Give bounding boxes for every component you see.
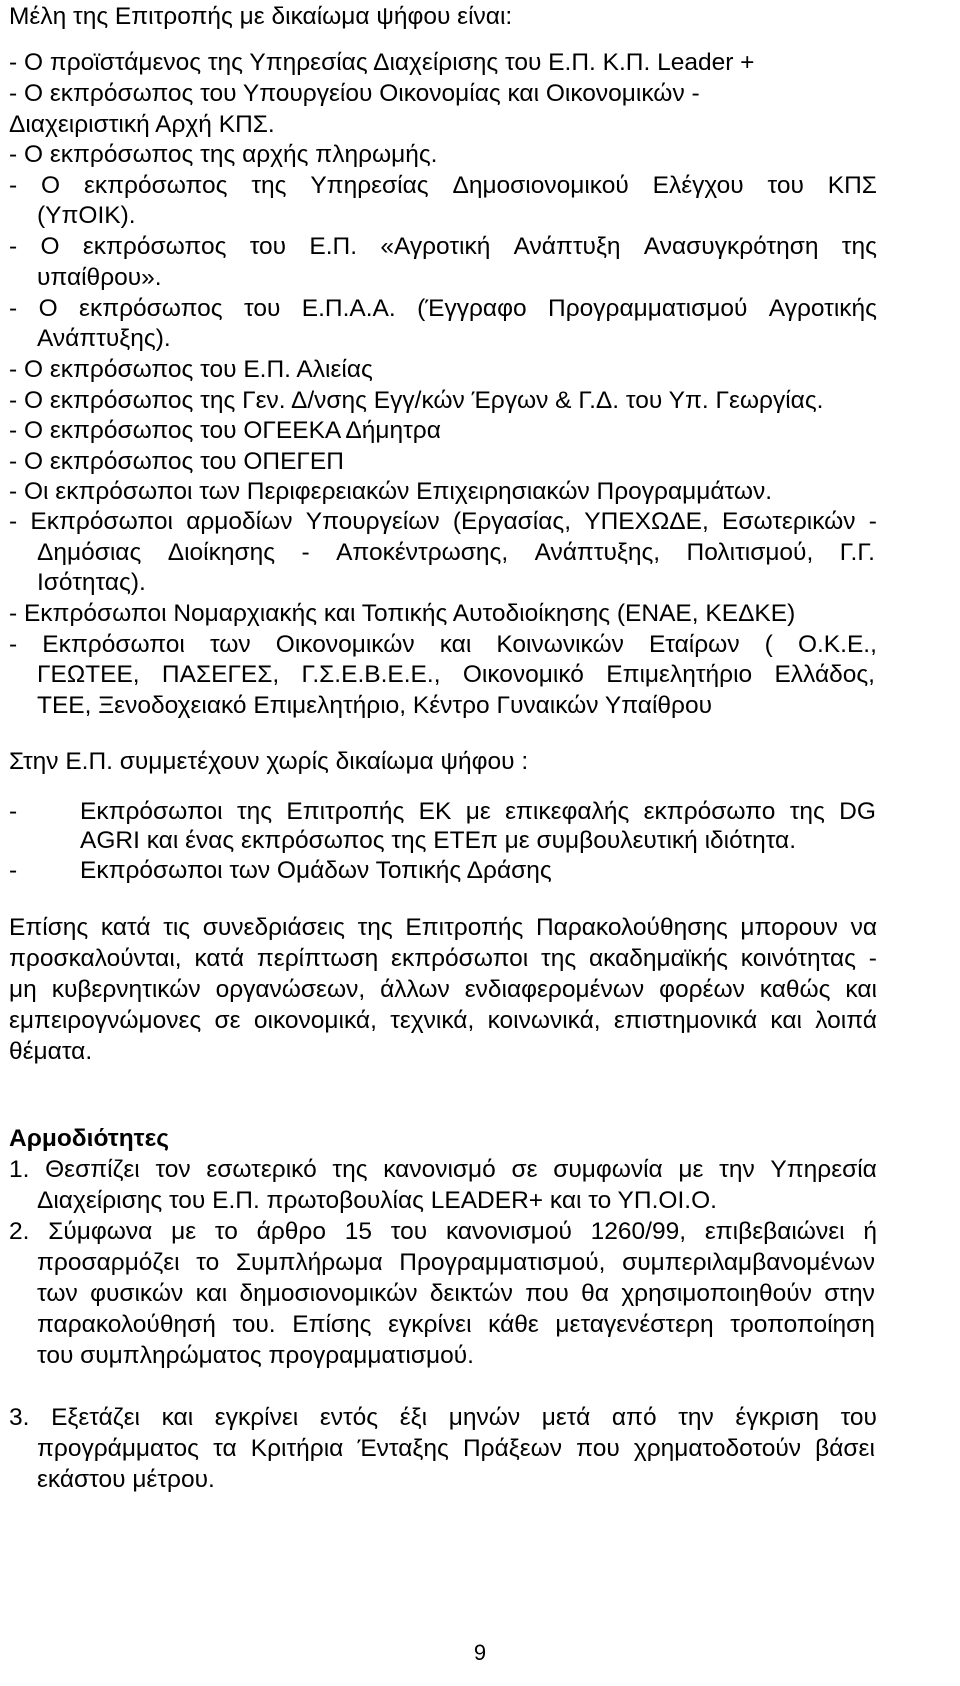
word: εντός bbox=[319, 1404, 379, 1431]
responsibility-2-line-4 bbox=[37, 1310, 875, 1340]
member-item-2-line-1: - Ο εκπρόσωπος του Υπουργείου Οικονομίας και Οικονομικών - bbox=[9, 80, 700, 107]
member-item-2-line-2: Διαχειριστική Αρχή ΚΠΣ. bbox=[9, 111, 275, 138]
member-item-12-line-1 bbox=[9, 507, 877, 537]
word: (Εργασίας, bbox=[452, 508, 572, 535]
paragraph-line-4 bbox=[9, 1006, 877, 1036]
word: εκπρόσωποι bbox=[391, 945, 529, 972]
word: επιστημονικά bbox=[613, 1007, 758, 1034]
justified-line bbox=[9, 944, 877, 974]
responsibility-2-line-1 bbox=[9, 1217, 877, 1247]
word: εκπρόσωπος bbox=[83, 172, 228, 199]
word: DG bbox=[839, 798, 876, 825]
word: με bbox=[171, 1218, 197, 1245]
word: - bbox=[9, 295, 18, 322]
word: μπορουν bbox=[740, 914, 838, 941]
word: της bbox=[841, 233, 877, 260]
word: Επιτροπής bbox=[286, 798, 405, 825]
justified-line bbox=[9, 1155, 877, 1185]
word: κοινωνικά, bbox=[487, 1007, 601, 1034]
word: ή bbox=[863, 1218, 877, 1245]
word: Πράξεων bbox=[462, 1435, 563, 1462]
observer-item-2-dash: - bbox=[9, 857, 18, 884]
member-item-6-line-1 bbox=[9, 294, 877, 324]
word: Γ.Σ.Ε.Β.Ε.Ε., bbox=[301, 661, 441, 688]
word: Οικονομικών bbox=[275, 631, 415, 658]
word: μεταγενέστερη bbox=[555, 1311, 714, 1338]
word: Ο bbox=[40, 233, 60, 260]
word: προσκαλούνται, bbox=[9, 945, 182, 972]
word: θα bbox=[581, 1280, 609, 1307]
member-item-3-line-1: - Ο εκπρόσωπος της αρχής πληρωμής. bbox=[9, 141, 438, 168]
word: της bbox=[541, 945, 577, 972]
word: Επίσης bbox=[292, 1311, 372, 1338]
justified-line bbox=[9, 171, 877, 201]
member-item-12-line-2 bbox=[37, 538, 875, 568]
member-item-5-line-2: υπαίθρου». bbox=[37, 264, 162, 291]
word: μηνών bbox=[448, 1404, 521, 1431]
responsibility-1-line-1 bbox=[9, 1155, 877, 1185]
paragraph-line-2 bbox=[9, 944, 877, 974]
responsibility-3-line-1 bbox=[9, 1403, 877, 1433]
word: προγράμματος bbox=[37, 1435, 199, 1462]
word: βάσει bbox=[815, 1435, 875, 1462]
word: Αποκέντρωσης, bbox=[336, 539, 509, 566]
word: Υπηρεσία bbox=[770, 1156, 877, 1183]
word: Εκπρόσωποι bbox=[30, 508, 173, 535]
word: δεικτών bbox=[429, 1280, 513, 1307]
word: μετά bbox=[541, 1404, 591, 1431]
word: ακαδημαϊκής bbox=[589, 945, 728, 972]
word: Δημοσιονομικού bbox=[452, 172, 629, 199]
word: τις bbox=[163, 914, 191, 941]
word: Ελλάδος, bbox=[774, 661, 875, 688]
justified-line bbox=[37, 538, 875, 568]
word: προσαρμόζει bbox=[37, 1249, 180, 1276]
word: σε bbox=[511, 1156, 538, 1183]
word: του bbox=[840, 1404, 877, 1431]
member-item-11-line-1: - Οι εκπρόσωποι των Περιφερειακών Επιχειρησιακών Προγραμμάτων. bbox=[9, 478, 773, 505]
justified-line bbox=[9, 232, 877, 262]
word: εγκρίνει bbox=[214, 1404, 299, 1431]
word: Ανασυγκρότηση bbox=[643, 233, 819, 260]
page-number: 9 bbox=[473, 1640, 487, 1665]
word: «Αγροτική bbox=[380, 233, 491, 260]
word: - bbox=[9, 508, 18, 535]
word: ΚΠΣ bbox=[827, 172, 877, 199]
word: χρηματοδοτούν bbox=[633, 1435, 802, 1462]
word: να bbox=[850, 914, 877, 941]
justified-line bbox=[80, 797, 876, 827]
word: - bbox=[9, 631, 18, 658]
word: και bbox=[770, 1007, 802, 1034]
member-item-14-line-2 bbox=[37, 660, 875, 690]
word: Δημόσιας bbox=[37, 539, 142, 566]
word: συμφωνία bbox=[553, 1156, 663, 1183]
responsibility-1-line-2: Διαχείρισης του Ε.Π. πρωτοβουλίας LEADER+ και το ΥΠ.ΟΙ.Ο. bbox=[37, 1187, 717, 1214]
word: λοιπά bbox=[815, 1007, 877, 1034]
justified-line bbox=[9, 975, 877, 1005]
word: της bbox=[236, 798, 273, 825]
word: συνεδριάσεις bbox=[202, 914, 345, 941]
word: Ο bbox=[38, 295, 58, 322]
member-item-1-line-1: - Ο προϊστάμενος της Υπηρεσίας Διαχείρισης του Ε.Π. Κ.Π. Leader + bbox=[9, 49, 755, 76]
word: κανονισμό bbox=[383, 1156, 496, 1183]
word: συμπεριλαμβανομένων bbox=[622, 1249, 875, 1276]
observer-item-1-dash: - bbox=[9, 798, 18, 825]
word: κοινότητας bbox=[740, 945, 856, 972]
word: φορέων bbox=[659, 976, 745, 1003]
word: εγκρίνει bbox=[388, 1311, 472, 1338]
word: Επιμελητήριο bbox=[606, 661, 753, 688]
member-item-9-line-1: - Ο εκπρόσωπος του ΟΓΕΕΚΑ Δήμητρα bbox=[9, 417, 441, 444]
word: Παρακολούθησης bbox=[535, 914, 728, 941]
word: Εσωτερικών bbox=[722, 508, 856, 535]
word: δημοσιονομικών bbox=[239, 1280, 418, 1307]
word: ενδιαφερομένων bbox=[464, 976, 645, 1003]
word: 2. bbox=[9, 1218, 30, 1245]
word: του. bbox=[232, 1311, 276, 1338]
word: και bbox=[161, 1404, 194, 1431]
justified-line bbox=[9, 1217, 877, 1247]
word: κυβερνητικών bbox=[51, 976, 201, 1003]
word: Εκπρόσωποι bbox=[42, 631, 185, 658]
word: - bbox=[868, 945, 877, 972]
justified-line bbox=[9, 630, 877, 660]
word: Εταίρων bbox=[648, 631, 740, 658]
responsibility-2-line-2 bbox=[37, 1248, 875, 1278]
word: Αγροτικής bbox=[768, 295, 877, 322]
word: από bbox=[611, 1404, 657, 1431]
member-item-7-line-1: - Ο εκπρόσωπος του Ε.Π. Αλιείας bbox=[9, 356, 373, 383]
word: της bbox=[251, 172, 287, 199]
justified-line bbox=[9, 1006, 877, 1036]
justified-line bbox=[37, 660, 875, 690]
word: Εξετάζει bbox=[51, 1404, 140, 1431]
word: έγκριση bbox=[735, 1404, 819, 1431]
word: του bbox=[767, 172, 804, 199]
justified-line bbox=[9, 507, 877, 537]
word: Γ.Γ. bbox=[839, 539, 875, 566]
responsibilities-heading: Αρμοδιότητες bbox=[9, 1125, 169, 1152]
word: εμπειρογνώμονες bbox=[9, 1007, 202, 1034]
observer-item-1-line-2: AGRI και ένας εκπρόσωπος της ΕΤΕπ με συμβουλευτική ιδιότητα. bbox=[80, 827, 797, 854]
word: κάθε bbox=[488, 1311, 539, 1338]
word: των bbox=[209, 631, 251, 658]
word: έξι bbox=[399, 1404, 428, 1431]
word: και bbox=[439, 631, 472, 658]
word: του bbox=[243, 295, 281, 322]
word: Υπουργείων bbox=[305, 508, 440, 535]
word: εσωτερικό bbox=[206, 1156, 317, 1183]
word: που bbox=[525, 1280, 569, 1307]
word: Συμπλήρωμα bbox=[235, 1249, 383, 1276]
responsibility-2-line-3 bbox=[37, 1279, 875, 1309]
word: Πολιτισμού, bbox=[686, 539, 814, 566]
word: - bbox=[868, 508, 877, 535]
word: οργανώσεων, bbox=[215, 976, 366, 1003]
word: Ε.Π.Α.Α. bbox=[301, 295, 396, 322]
word: με bbox=[678, 1156, 704, 1183]
word: Ανάπτυξης, bbox=[534, 539, 661, 566]
word: τεχνικά, bbox=[390, 1007, 475, 1034]
observers-heading: Στην Ε.Π. συμμετέχουν χωρίς δικαίωμα ψήφου : bbox=[9, 748, 529, 775]
word: την bbox=[678, 1404, 714, 1431]
members-heading: Μέλη της Επιτροπής με δικαίωμα ψήφου είναι: bbox=[9, 3, 513, 30]
word: ( bbox=[764, 631, 773, 658]
word: εκπρόσωπος bbox=[82, 233, 227, 260]
word: Ε.Π. bbox=[309, 233, 358, 260]
word: Διοίκησης bbox=[167, 539, 276, 566]
member-item-14-line-1 bbox=[9, 630, 877, 660]
word: Θεσπίζει bbox=[45, 1156, 140, 1183]
word: αρμοδίων bbox=[186, 508, 293, 535]
word: Ο bbox=[41, 172, 61, 199]
word: Επιτροπής bbox=[405, 914, 524, 941]
word: 1260/99, bbox=[590, 1218, 687, 1245]
justified-line bbox=[37, 1248, 875, 1278]
word: την bbox=[719, 1156, 755, 1183]
justified-line bbox=[37, 1434, 875, 1464]
justified-line bbox=[9, 913, 877, 943]
word: Επίσης bbox=[9, 914, 89, 941]
word: χρησιμοποιηθούν bbox=[621, 1280, 812, 1307]
member-item-10-line-1: - Ο εκπρόσωπος του ΟΠΕΓΕΠ bbox=[9, 448, 344, 475]
word: κανονισμού bbox=[445, 1218, 572, 1245]
word: άλλων bbox=[380, 976, 450, 1003]
word: εκπρόσωπος bbox=[79, 295, 223, 322]
member-item-6-line-2: Ανάπτυξης). bbox=[37, 325, 171, 352]
word: εκπρόσωπο bbox=[643, 798, 776, 825]
member-item-12-line-3: Ισότητας). bbox=[37, 569, 146, 596]
word: Κριτήρια bbox=[250, 1435, 344, 1462]
word: φυσικών bbox=[90, 1280, 184, 1307]
justified-line bbox=[37, 1279, 875, 1309]
word: - bbox=[9, 172, 18, 199]
member-item-14-line-3: ΤΕΕ, Ξενοδοχειακό Επιμελητήριο, Κέντρο Γυναικών Υπαίθρου bbox=[37, 692, 712, 719]
word: της bbox=[357, 914, 393, 941]
justified-line bbox=[9, 294, 877, 324]
word: σε bbox=[214, 1007, 241, 1034]
member-item-13-line-1: - Εκπρόσωποι Νομαρχιακής και Τοπικής Αυτοδιοίκησης (ΕΝΑΕ, ΚΕΔΚΕ) bbox=[9, 600, 796, 627]
word: Εκπρόσωποι bbox=[80, 798, 223, 825]
word: 1. bbox=[9, 1156, 30, 1183]
word: στην bbox=[824, 1280, 875, 1307]
word: του bbox=[390, 1218, 428, 1245]
member-item-4-line-1 bbox=[9, 171, 877, 201]
word: (Έγγραφο bbox=[417, 295, 527, 322]
word: το bbox=[214, 1218, 238, 1245]
word: το bbox=[196, 1249, 220, 1276]
word: μη bbox=[9, 976, 37, 1003]
word: της bbox=[789, 798, 825, 825]
word: Ο.Κ.Ε., bbox=[797, 631, 877, 658]
word: - bbox=[301, 539, 310, 566]
word: Υπηρεσίας bbox=[310, 172, 429, 199]
word: που bbox=[576, 1435, 620, 1462]
responsibility-3-line-2 bbox=[37, 1434, 875, 1464]
member-item-4-line-2: (ΥπΟΙΚ). bbox=[37, 202, 136, 229]
word: παρακολούθησή bbox=[37, 1311, 216, 1338]
responsibility-2-line-5: του συμπληρώματος προγραμματισμού. bbox=[37, 1342, 474, 1369]
responsibility-3-line-3: εκάστου μέτρου. bbox=[37, 1466, 215, 1493]
word: των bbox=[37, 1280, 78, 1307]
word: ΓΕΩΤΕΕ, bbox=[37, 661, 140, 688]
word: με bbox=[465, 798, 491, 825]
word: και bbox=[195, 1280, 228, 1307]
word: Προγραμματισμού bbox=[548, 295, 748, 322]
word: 15 bbox=[344, 1218, 373, 1245]
word: τροποποίηση bbox=[730, 1311, 875, 1338]
observer-item-1-line-1 bbox=[80, 797, 876, 827]
word: του bbox=[249, 233, 287, 260]
word: κατά bbox=[100, 914, 151, 941]
observer-item-2-line-1: Εκπρόσωποι των Ομάδων Τοπικής Δράσης bbox=[80, 857, 552, 884]
word: τα bbox=[213, 1435, 237, 1462]
word: ΕΚ bbox=[418, 798, 452, 825]
word: τον bbox=[155, 1156, 191, 1183]
word: Σύμφωνα bbox=[48, 1218, 153, 1245]
word: κατά bbox=[194, 945, 245, 972]
member-item-8-line-1: - Ο εκπρόσωπος της Γεν. Δ/νσης Εγγ/κών Έργων & Γ.Δ. του Υπ. Γεωργίας. bbox=[9, 387, 824, 414]
word: Ανάπτυξη bbox=[513, 233, 621, 260]
word: καθώς bbox=[759, 976, 831, 1003]
member-item-5-line-1 bbox=[9, 232, 877, 262]
word: Οικονομικό bbox=[462, 661, 584, 688]
word: επιβεβαιώνει bbox=[704, 1218, 845, 1245]
word: Ένταξης bbox=[357, 1435, 449, 1462]
word: της bbox=[332, 1156, 368, 1183]
paragraph-line-3 bbox=[9, 975, 877, 1005]
word: άρθρο bbox=[256, 1218, 326, 1245]
word: και bbox=[845, 976, 877, 1003]
word: Ελέγχου bbox=[652, 172, 744, 199]
justified-line bbox=[37, 1310, 875, 1340]
word: Κοινωνικών bbox=[496, 631, 624, 658]
word: 3. bbox=[9, 1404, 30, 1431]
paragraph-line-5: θέματα. bbox=[9, 1038, 93, 1065]
paragraph-line-1 bbox=[9, 913, 877, 943]
justified-line bbox=[9, 1403, 877, 1433]
word: επικεφαλής bbox=[505, 798, 630, 825]
word: ΥΠΕΧΩΔΕ, bbox=[584, 508, 709, 535]
word: ΠΑΣΕΓΕΣ, bbox=[161, 661, 280, 688]
word: οικονομικά, bbox=[253, 1007, 377, 1034]
word: περίπτωση bbox=[256, 945, 379, 972]
word: - bbox=[9, 233, 18, 260]
word: Προγραμματισμού, bbox=[399, 1249, 606, 1276]
